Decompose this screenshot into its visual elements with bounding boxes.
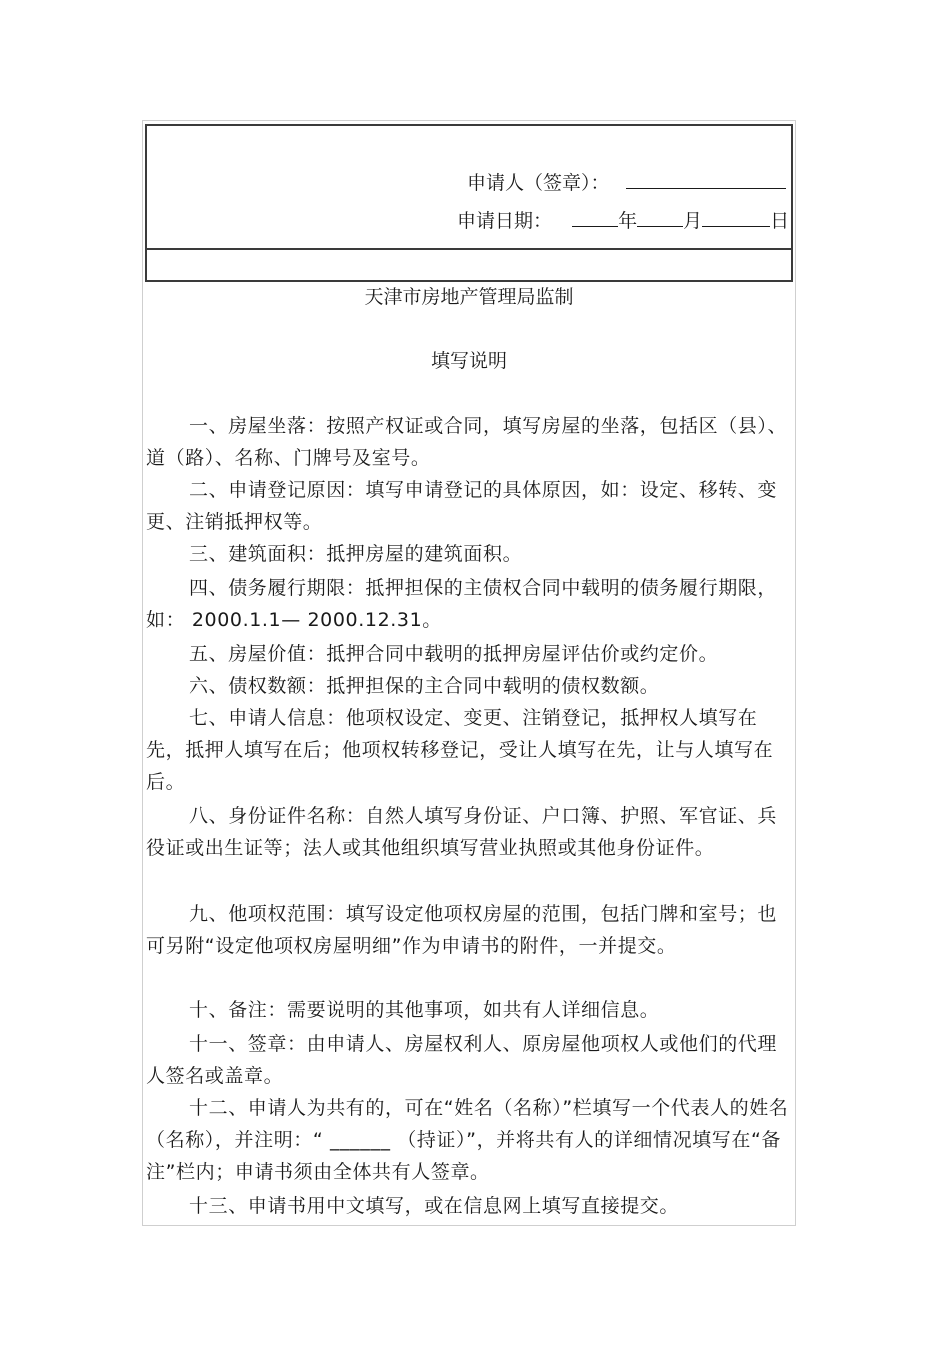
instruction-item-1: 一、房屋坐落：按照产权证或合同，填写房屋的坐落，包括区（县）、道（路）、名称、门牌号及室号。 (146, 415, 788, 469)
instruction-item-2: 二、申请登记原因：填写申请登记的具体原因，如：设定、移转、变更、注销抵押权等。 (146, 479, 778, 533)
supervisor-text: 天津市房地产管理局监制 (364, 286, 574, 308)
instruction-item-11: 十一、签章：由申请人、房屋权利人、原房屋他项权人或他们的代理人签名或盖章。 (146, 1033, 778, 1087)
month-blank[interactable] (637, 208, 683, 227)
instruction-item-4: 四、债务履行期限：抵押担保的主债权合同中载明的债务履行期限，如： 2000.1.1— 2000.12.31。 (146, 577, 778, 631)
year-blank[interactable] (572, 208, 618, 227)
instruction-item-5: 五、房屋价值：抵押合同中载明的抵押房屋评估价或约定价。 (189, 643, 719, 665)
instruction-item-13: 十三、申请书用中文填写，或在信息网上填写直接提交。 (189, 1195, 680, 1217)
instruction-item-12: 十二、申请人为共有的，可在“姓名（名称）”栏填写一个代表人的姓名（名称），并注明：“ ______ （持证）”，并将共有人的详细情况填写在“备注”栏内；申请书须由全体共有人签章。 (146, 1097, 789, 1183)
instruction-item-10: 十、备注：需要说明的其他事项，如共有人详细信息。 (189, 999, 660, 1021)
section-title: 填写说明 (430, 350, 507, 372)
year-label: 年 (618, 210, 638, 232)
day-label: 日 (770, 210, 790, 232)
instruction-item-9: 九、他项权范围：填写设定他项权房屋的范围，包括门牌和室号；也可另附“设定他项权房屋明细”作为申请书的附件，一并提交。 (146, 903, 778, 957)
applicant-signature-blank[interactable] (626, 170, 786, 189)
instruction-item-8: 八、身份证件名称：自然人填写身份证、户口簿、护照、军官证、兵役证或出生证等；法人或其他组织填写营业执照或其他身份证件。 (146, 805, 778, 859)
applicant-label: 申请人（签章）： (467, 172, 610, 194)
instruction-item-7: 七、申请人信息：他项权设定、变更、注销登记，抵押权人填写在先，抵押人填写在后；他项权转移登记，受让人填写在先，让与人填写在后。 (146, 707, 774, 793)
application-date-line (457, 208, 789, 233)
blank-table-row (145, 248, 793, 282)
instruction-item-3: 三、建筑面积：抵押房屋的建筑面积。 (189, 543, 523, 565)
instruction-item-6: 六、债权数额：抵押担保的主合同中载明的债权数额。 (189, 675, 660, 697)
month-label: 月 (683, 210, 703, 232)
applicant-signature-line (467, 170, 786, 195)
date-label: 申请日期： (457, 210, 553, 232)
day-blank[interactable] (702, 208, 770, 227)
